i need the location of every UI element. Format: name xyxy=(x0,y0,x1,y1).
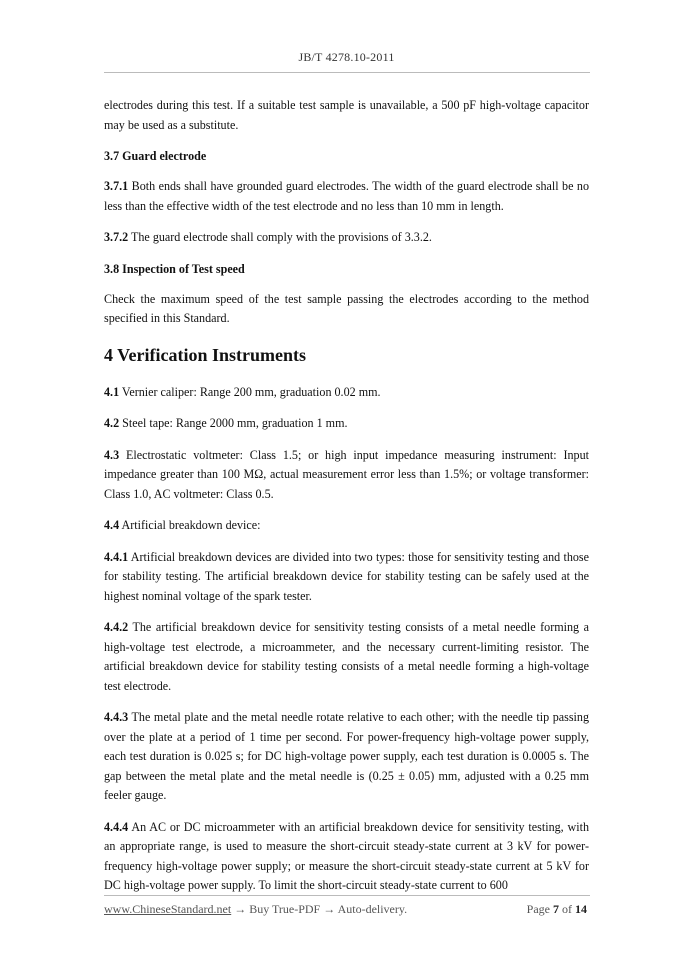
clause-number: 3.7.1 xyxy=(104,179,129,193)
clause-text: The guard electrode shall comply with the provisions of 3.3.2. xyxy=(128,230,432,244)
paragraph-4-4-4 xyxy=(104,818,589,896)
paragraph-3-8: Check the maximum speed of the test sample passing the electrodes according to the method specified in this Standard. xyxy=(104,291,589,325)
document-body xyxy=(104,96,589,908)
clause-number: 4.4.4 xyxy=(104,819,129,834)
page-total: 14 xyxy=(575,902,587,916)
clause-text: Both ends shall have grounded guard electrodes. The width of the guard electrode shall be no less than the effective width of the test electrode and no less than 10 mm in length. xyxy=(104,179,589,213)
paragraph-3-7-1 xyxy=(104,177,589,216)
clause-text: Artificial breakdown devices are divided into two types: those for sensitivity testing and those for stability testing. The artificial breakdown device for stability testing can be safely used at the highest nominal voltage of the spark tester. xyxy=(104,549,589,603)
clause-text: An AC or DC microammeter with an artificial breakdown device for sensitivity testing, with an appropriate range, is used to measure the short-circuit steady-state current at 3 kV for power-frequency high-voltage power supply; or measure the short-circuit steady-state current at 5 kV for DC high-voltage power supply. To limit the short-circuit steady-state current to 600 xyxy=(104,819,589,892)
paragraph-4-4-1 xyxy=(104,548,589,607)
clause-text: The artificial breakdown device for sensitivity testing consists of a metal needle forming a high-voltage test electrode, a microammeter, and the necessary current-limiting resistor. The artificial breakdown device for stability testing consists of a metal needle forming a high-voltage test electrode. xyxy=(104,620,589,693)
clause-number: 4.4.1 xyxy=(104,549,129,564)
footer-left xyxy=(104,902,407,917)
paragraph-3-7-2 xyxy=(104,228,589,248)
clause-number: 3.7.2 xyxy=(104,230,129,244)
page-header: JB/T 4278.10-2011 xyxy=(298,50,395,64)
page-number: 7 xyxy=(553,902,559,916)
clause-number: 4.4 xyxy=(104,518,120,532)
clause-number: 4.3 xyxy=(104,447,120,462)
paragraph-4-1 xyxy=(104,383,589,403)
site-link[interactable]: www.ChineseStandard.net xyxy=(104,902,232,916)
clause-text: Artificial breakdown device: xyxy=(119,518,261,532)
clause-text: Vernier caliper: Range 200 mm, graduation 0.02 mm. xyxy=(119,384,381,399)
section-heading-3-8: 3.8 Inspection of Test speed xyxy=(104,261,245,276)
paragraph-4-4-2 xyxy=(104,618,589,696)
page-word: Page xyxy=(526,902,550,916)
paragraph-4-4 xyxy=(104,516,589,536)
paragraph-4-4-3 xyxy=(104,708,589,806)
footer-tagline: → Buy True-PDF → Auto-delivery. xyxy=(231,902,408,916)
clause-number: 4.2 xyxy=(104,416,120,430)
clause-number: 4.4.3 xyxy=(104,710,129,724)
of-word: of xyxy=(562,902,572,916)
section-heading-3-7: 3.7 Guard electrode xyxy=(104,149,207,163)
clause-number: 4.1 xyxy=(104,384,120,399)
paragraph-4-3 xyxy=(104,446,589,505)
paragraph-4-2 xyxy=(104,414,589,434)
clause-number: 4.4.2 xyxy=(104,620,129,634)
paragraph-continuation: electrodes during this test. If a suitable test sample is unavailable, a 500 pF high-voltage capacitor may be used as a substitute. xyxy=(104,98,589,132)
header-divider xyxy=(104,72,590,73)
clause-text: The metal plate and the metal needle rotate relative to each other; with the needle tip passing over the plate at a period of 1 time per second. For power-frequency high-voltage power supply, each test duration is 0.025 s; for DC high-voltage power supply, each test duration is 0.0005 s. The gap between the metal plate and the metal needle is (0.25 ± 0.05) mm, adjusted with a 0.25 mm feeler gauge. xyxy=(104,710,589,802)
chapter-heading-4: 4 Verification Instruments xyxy=(104,344,306,365)
clause-text: Electrostatic voltmeter: Class 1.5; or high input impedance measuring instrument: Input impedance greater than 100 MΩ, actual measurement error less than 1.5%; or voltage transformer: Class 1.0, AC voltmeter: Class 0.5. xyxy=(104,447,589,501)
clause-text: Steel tape: Range 2000 mm, graduation 1 mm. xyxy=(119,416,348,430)
footer-divider xyxy=(104,895,590,896)
page-indicator xyxy=(527,902,587,917)
